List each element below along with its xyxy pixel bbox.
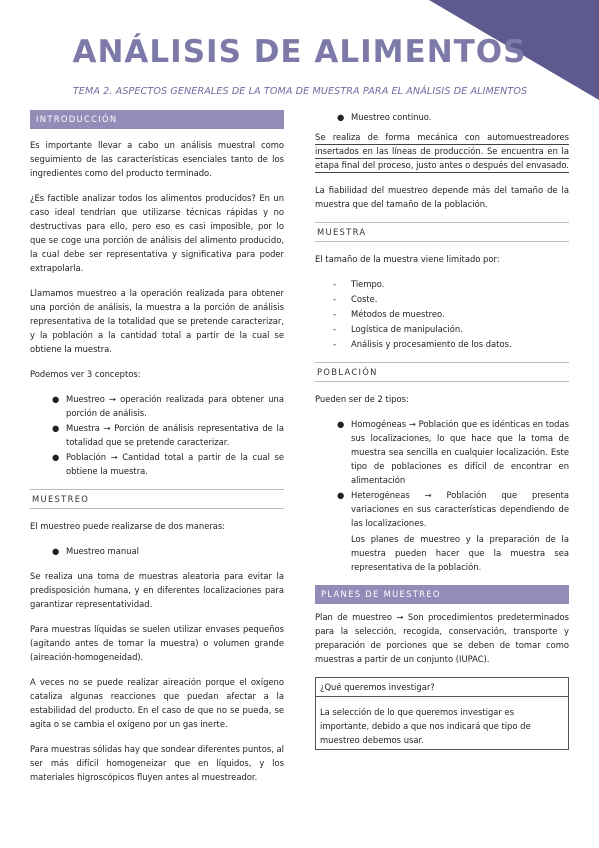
page-title: ANÁLISIS DE ALIMENTOS: [72, 34, 527, 70]
paragraph: Llamamos muestreo a la operación realizada para obtener una porción de análisis, la muestra a la porción de análisis representativa de la totalidad que se pretende caracterizar, y la población a la cantidad total a partir de la cual se obtiene la muestra.: [30, 288, 284, 354]
list-item: - Análisis y procesamiento de los datos.: [333, 339, 512, 349]
continuo-list: [315, 110, 569, 124]
paragraph: Para muestras líquidas se suelen utilizar envases pequeños (agitando antes de tomar la muestra) o volumen grande (aireación-homogeneidad).: [30, 624, 284, 662]
question-box-title: ¿Qué queremos investigar?: [316, 678, 568, 697]
question-box-answer: La selección de lo que queremos investigar es importante, debido a que nos indicará que tipo de muestreo debemos usar.: [320, 707, 531, 745]
concepts-list: [30, 392, 284, 478]
page-subtitle: TEMA 2. ASPECTOS GENERALES DE LA TOMA DE MUESTRA PARA EL ANÁLISIS DE ALIMENTOS: [72, 86, 528, 97]
paragraph: Pueden ser de 2 tipos:: [315, 394, 409, 404]
list-item: ● Muestra → Porción de análisis representativa de la totalidad que se pretende caracterizar.: [52, 423, 284, 447]
section-heading-poblacion: POBLACIÓN: [315, 362, 569, 382]
paragraph: El muestreo puede realizarse de dos maneras:: [30, 521, 226, 531]
section-heading-introduccion: INTRODUCCIÓN: [30, 110, 284, 129]
paragraph: Es importante llevar a cabo un análisis muestral como seguimiento de las características esenciales tanto de los ingredientes como del producto terminado.: [30, 140, 284, 178]
population-types-list: [315, 417, 569, 530]
list-item: ● Muestreo → operación realizada para obtener una porción de análisis.: [52, 394, 284, 418]
paragraph: ¿Es factible analizar todos los alimentos producidos? En un caso ideal tendrían que utilizarse técnicas rápidas y no destructivas para ello, pero eso es casi imposible, por lo que se coge una porción de análisis del alimento producido, la cual debe ser representativa y significativa para poder extrapolarla.: [30, 193, 284, 273]
section-heading-muestreo: MUESTREO: [30, 489, 284, 509]
paragraph: El tamaño de la muestra viene limitado por:: [315, 254, 500, 264]
paragraph: Para muestras sólidas hay que sondear diferentes puntos, al ser más difícil homogeneizar que en líquidos, y los materiales higroscópicos fluyen antes al muestreador.: [30, 744, 284, 782]
list-item: ● Muestreo manual: [52, 546, 139, 556]
paragraph: Se realiza una toma de muestras aleatoria para evitar la predisposición humana, y en diferentes localizaciones para garantizar representatividad.: [30, 571, 284, 609]
paragraph: Plan de muestreo → Son procedimientos predeterminados para la selección, recogida, conservación, transporte y preparación de porciones que se deben de tomar como muestras a partir de un conjunto (IUPAC).: [315, 612, 569, 664]
left-column: [30, 110, 284, 795]
muestreo-list: [30, 544, 284, 558]
paragraph: Los planes de muestreo y la preparación de la muestra pueden hacer que la muestra sea representativa de la población.: [351, 534, 569, 572]
section-heading-planes-de-muestreo: PLANES DE MUESTREO: [315, 585, 569, 604]
paragraph: La fiabilidad del muestreo depende más del tamaño de la muestra que del tamaño de la población.: [315, 185, 569, 209]
list-item: - Coste.: [333, 294, 378, 304]
section-heading-muestra: MUESTRA: [315, 222, 569, 242]
question-box: [315, 677, 569, 750]
list-item: ● Muestreo continuo.: [337, 112, 432, 122]
paragraph: Podemos ver 3 conceptos:: [30, 369, 141, 379]
list-item: - Logística de manipulación.: [333, 324, 463, 334]
paragraph: Se realiza de forma mecánica con automuestreadores insertados en las líneas de producción. Se encuentra en la etapa final del proceso, justo antes o después del envasado.: [315, 130, 569, 172]
list-item: ● Población → Cantidad total a partir de la cual se obtiene la muestra.: [52, 452, 284, 476]
limits-list: [315, 277, 569, 351]
paragraph: A veces no se puede realizar aireación porque el oxígeno cataliza algunas reacciones que puedan afectar a la estabilidad del producto. En el caso de que no se pueda, se agita o se cambia el oxígeno por un gas inerte.: [30, 677, 284, 729]
list-item: - Tiempo.: [333, 279, 385, 289]
right-column: [315, 110, 569, 760]
list-item: ● Homogéneas → Población que es idénticas en todas sus localizaciones, lo que hace que la toma de muestra sea sencilla en cualquier localización. Este tipo de poblaciones es difícil de encontrar en alimentación: [337, 419, 569, 485]
list-item: ● Heterogéneas → Población que presenta variaciones en sus características dependiendo de las localizaciones.: [337, 490, 569, 528]
list-item: - Métodos de muestreo.: [333, 309, 445, 319]
